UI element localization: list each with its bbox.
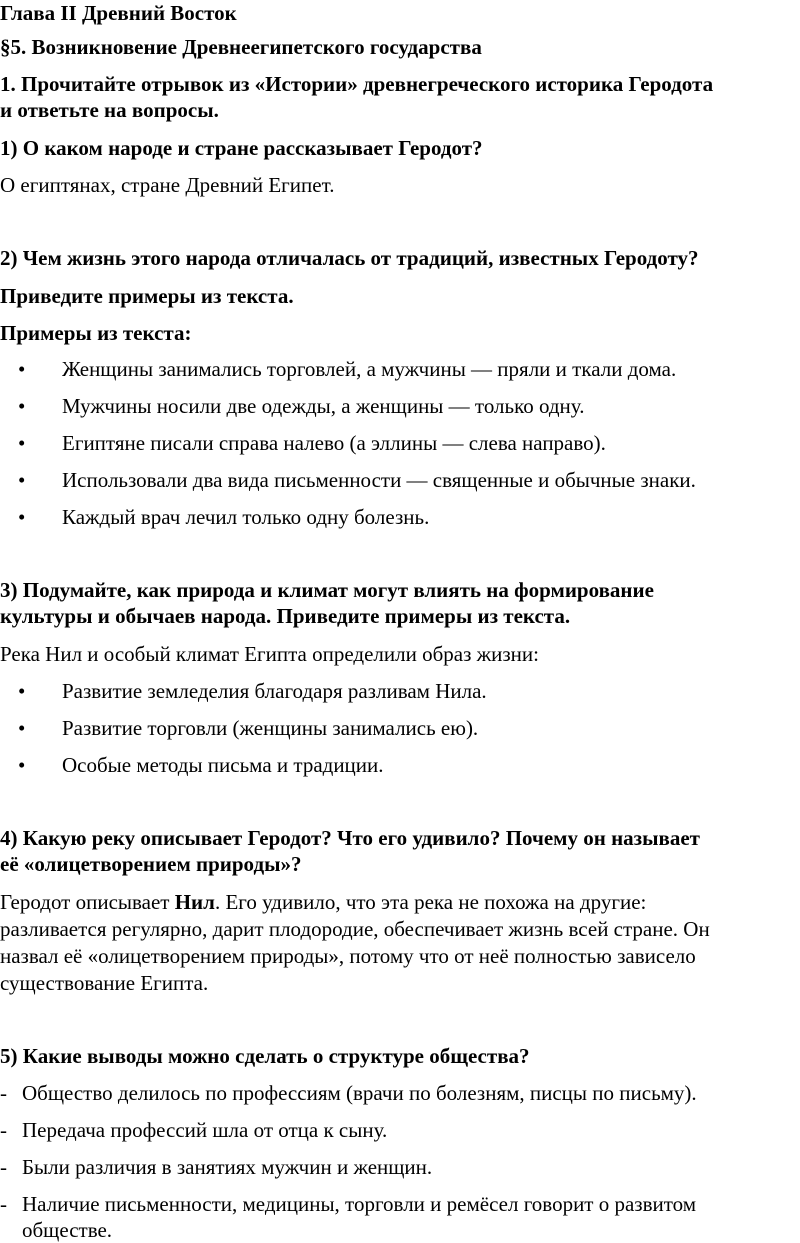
- bullet-marker: •: [18, 505, 26, 529]
- list-item-text: Мужчины носили две одежды, а женщины — только одну.: [62, 394, 585, 418]
- list-item-text: Развитие торговли (женщины занимались ею).: [62, 716, 479, 740]
- q4-answer-river: Нил: [174, 890, 215, 914]
- bullet-marker: •: [18, 753, 26, 777]
- q3-question-line1: 3) Подумайте, как природа и климат могут влиять на формирование: [0, 578, 654, 602]
- q3-question-line2: культуры и обычаев народа. Приведите примеры из текста.: [0, 604, 571, 628]
- list-item-text: Передача профессий шла от отца к сыну.: [22, 1118, 388, 1142]
- q2-examples-label: Примеры из текста:: [0, 321, 192, 345]
- task-title-line1: 1. Прочитайте отрывок из «Истории» древнегреческого историка Геродота: [0, 72, 714, 96]
- dash-marker: -: [0, 1155, 7, 1179]
- list-item-text: Женщины занимались торговлей, а мужчины — пряли и ткали дома.: [62, 357, 677, 381]
- bullet-marker: •: [18, 394, 26, 418]
- bullet-marker: •: [18, 468, 26, 492]
- q4-answer-line1: [0, 889, 646, 915]
- q3-intro: Река Нил и особый климат Египта определили образ жизни:: [0, 642, 539, 666]
- q1-question: 1) О каком народе и стране рассказывает Геродот?: [0, 136, 483, 160]
- q1-answer: О египтянах, стране Древний Египет.: [0, 173, 335, 197]
- chapter-title: Глава II Древний Восток: [0, 1, 237, 25]
- q4-answer-line3: назвал её «олицетворением природы», потому что от неё полностью зависело: [0, 944, 696, 968]
- q2-question: 2) Чем жизнь этого народа отличалась от традиций, известных Геродоту?: [0, 246, 699, 270]
- watermark: [520, 30, 553, 168]
- bullet-marker: •: [18, 431, 26, 455]
- dash-marker: -: [0, 1118, 7, 1142]
- dash-marker: -: [0, 1081, 7, 1105]
- section-title: §5. Возникновение Древнеегипетского государства: [0, 35, 482, 59]
- bullet-marker: •: [18, 357, 26, 381]
- q5-question: 5) Какие выводы можно сделать о структуре общества?: [0, 1044, 530, 1068]
- bullet-marker: •: [18, 716, 26, 740]
- list-item-text: Были различия в занятиях мужчин и женщин.: [22, 1155, 433, 1179]
- list-item-text: Развитие земледелия благодаря разливам Нила.: [62, 679, 487, 703]
- dash-marker: -: [0, 1192, 7, 1216]
- list-item-text: Общество делилось по профессиям (врачи по болезням, писцы по письму).: [22, 1081, 697, 1105]
- q4-answer-pre: Геродот описывает: [0, 890, 175, 914]
- list-item-text: Каждый врач лечил только одну болезнь.: [62, 505, 430, 529]
- q4-question-line1: 4) Какую реку описывает Геродот? Что его удивило? Почему он называет: [0, 826, 700, 850]
- list-item-text: Использовали два вида письменности — священные и обычные знаки.: [62, 468, 696, 492]
- q2-question-line2: Приведите примеры из текста.: [0, 284, 294, 308]
- q4-answer-line2: разливается регулярно, дарит плодородие, обеспечивает жизнь всей стране. Он: [0, 917, 710, 941]
- list-item-continuation: обществе.: [22, 1218, 113, 1242]
- list-item-text: Особые методы письма и традиции.: [62, 753, 384, 777]
- bullet-marker: •: [18, 679, 26, 703]
- list-item-text: Наличие письменности, медицины, торговли и ремёсел говорит о развитом: [22, 1192, 697, 1216]
- q4-answer-rest: . Его удивило, что эта река не похожа на другие:: [214, 890, 647, 914]
- q4-answer-line4: существование Египта.: [0, 971, 209, 995]
- list-item-text: Египтяне писали справа налево (а эллины — слева направо).: [62, 431, 606, 455]
- task-title-line2: и ответьте на вопросы.: [0, 98, 219, 122]
- q4-question-line2: её «олицетворением природы»?: [0, 852, 302, 876]
